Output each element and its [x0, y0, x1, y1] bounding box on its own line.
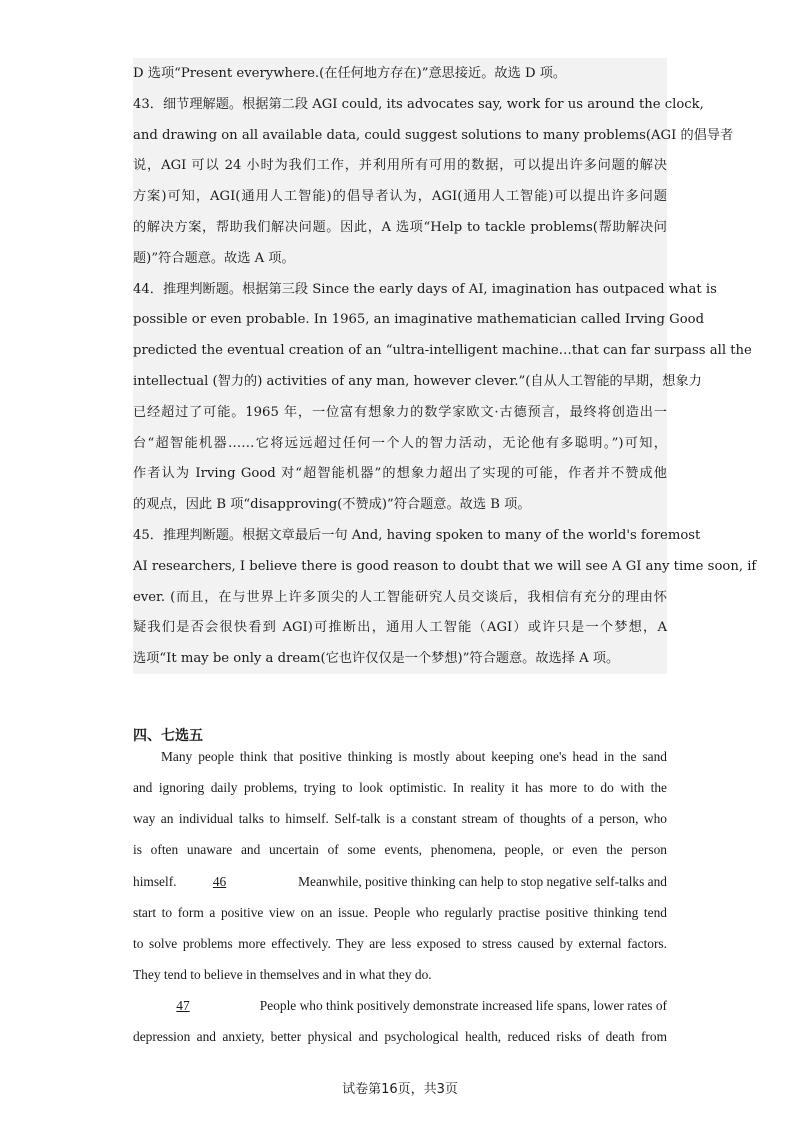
answer-line: 方案)可知，AGI(通用人工智能)的倡导者认为，AGI(通用人工智能)可以提出许多问题 [133, 189, 667, 205]
passage-line: and ignoring daily problems, trying to look optimistic. In reality it has more to do with the [133, 780, 667, 795]
blank-47-number: 47 [176, 998, 190, 1013]
answer-line: 44．推理判断题。根据第三段 Since the early days of AI, imagination has outpaced what is [133, 281, 717, 297]
answer-line: ever. (而且，在与世界上许多顶尖的人工智能研究人员交谈后，我相信有充分的理由怀 [133, 589, 667, 605]
answer-line: predicted the eventual creation of an “ultra-intelligent machine…that can far surpass all the [133, 343, 752, 359]
answer-line: 已经超过了可能。1965 年，一位富有想象力的数学家欧文·古德预言，最终将创造出一 [133, 404, 667, 420]
answer-line: 45．推理判断题。根据文章最后一句 And, having spoken to many of the world's foremost [133, 528, 701, 543]
passage-line-blank-47 [133, 990, 667, 1021]
page-footer: 试卷第16页，共3页 [342, 1082, 458, 1097]
answer-line: 说，AGI 可以 24 小时为我们工作，并利用所有可用的数据，可以提出许多问题的解决 [133, 158, 667, 174]
passage-line-blank-46 [133, 866, 667, 897]
answer-line: 的解决方案，帮助我们解决问题。因此，A 选项“Help to tackle problems(帮助解决问 [133, 220, 667, 235]
passage-line: is often unaware and uncertain of some events, phenomena, people, or even the person [133, 842, 667, 857]
passage-line: way an individual talks to himself. Self-talk is a constant stream of thoughts of a person, who [133, 811, 667, 826]
blank-46-after: Meanwhile, positive thinking can help to stop negative self-talks and [298, 874, 667, 889]
blank-46-before: himself. [133, 874, 177, 889]
answer-line: intellectual (智力的) activities of any man, however clever.”(自从人工智能的早期，想象力 [133, 374, 702, 389]
passage-line: to solve problems more effectively. They are less exposed to stress caused by external factors. [133, 936, 667, 951]
answer-line: possible or even probable. In 1965, an imaginative mathematician called Irving Good [133, 312, 705, 328]
passage-line: Many people think that positive thinking is mostly about keeping one's head in the sand [161, 749, 667, 764]
blank-46-number: 46 [212, 874, 227, 889]
passage-line: start to form a positive view on an issue. People who regularly practise positive thinking tend [133, 905, 667, 920]
answer-line: 43．细节理解题。根据第二段 AGI could, its advocates say, work for us around the clock, [133, 96, 704, 112]
passage-line: They tend to believe in themselves and in what they do. [133, 967, 432, 982]
blank-46[interactable] [177, 866, 263, 897]
answer-line: 疑我们是否会很快看到 AGI)可推断出，通用人工智能（AGI）或许只是一个梦想，A [133, 620, 667, 636]
answer-line: 台“超智能机器……它将远远超过任何一个人的智力活动，无论他有多聪明。”)可知， [133, 435, 667, 451]
blank-47-after: People who think positively demonstrate increased life spans, lower rates of [259, 998, 667, 1013]
answer-line: 作者认为 Irving Good 对“超智能机器”的想象力超出了实现的可能，作者并不赞成他 [133, 466, 667, 482]
answer-line: and drawing on all available data, could suggest solutions to many problems(AGI 的倡导者 [133, 127, 734, 143]
answer-line: 的观点，因此 B 项“disapproving(不赞成)”符合题意。故选 B 项。 [133, 497, 531, 513]
section-title: 四、七选五 [133, 728, 203, 744]
answer-line: AI researchers, I believe there is good reason to doubt that we will see A GI any time soon, if [133, 558, 757, 574]
blank-47[interactable] [133, 990, 233, 1021]
answer-line: D 选项“Present everywhere.(在任何地方存在)”意思接近。故选 D 项。 [133, 66, 567, 81]
answer-line: 题)”符合题意。故选 A 项。 [133, 250, 295, 266]
passage-line: depression and anxiety, better physical and psychological health, reduced risks of death from [133, 1029, 667, 1044]
answer-line: 选项“It may be only a dream(它也许仅仅是一个梦想)”符合题意。故选择 A 项。 [133, 651, 620, 667]
